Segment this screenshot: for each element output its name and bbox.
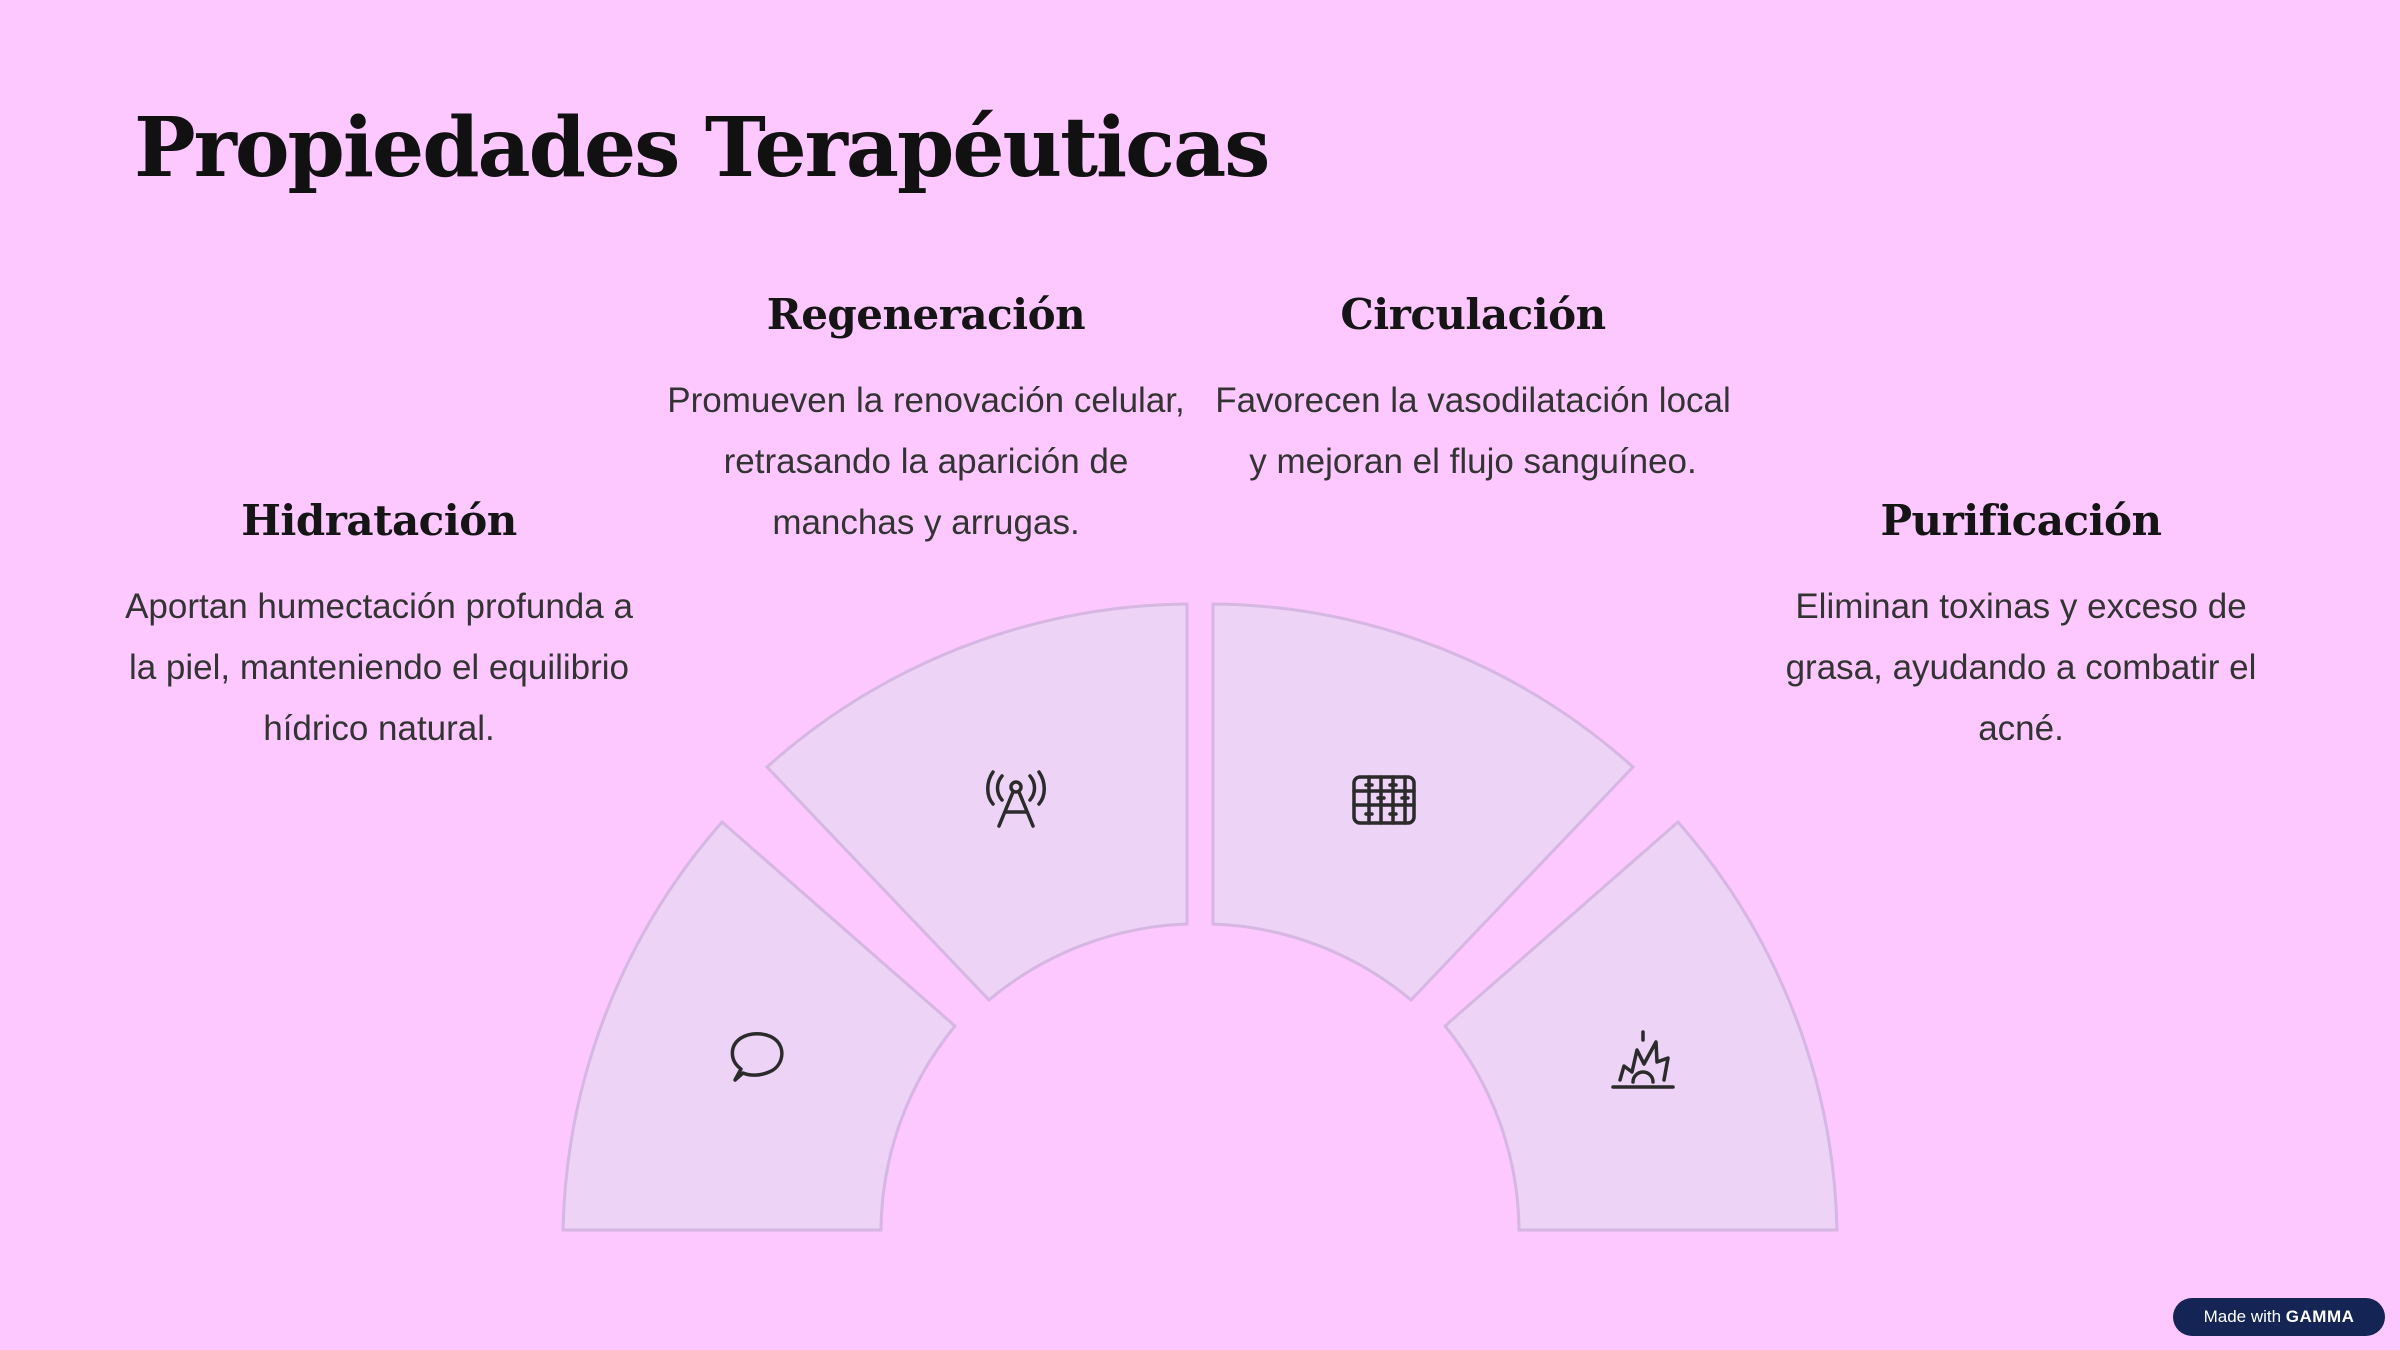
item-text: Aportan humectación profunda a la piel, manteniendo el equilibrio hídrico natural. — [125, 587, 633, 749]
badge-prefix: Made with — [2203, 1307, 2282, 1326]
item-text: Promueven la renovación celular, retrasando la aparición de manchas y arrugas. — [667, 381, 1185, 543]
item-text: Eliminan toxinas y exceso de grasa, ayudando a combatir el acné. — [1785, 587, 2257, 749]
slide-title: Propiedades Terapéuticas — [134, 100, 1269, 196]
item-title: Hidratación — [241, 496, 517, 545]
item-title: Purificación — [1880, 496, 2162, 545]
item-text: Favorecen la vasodilatación local y mejoran el flujo sanguíneo. — [1215, 381, 1731, 482]
item-title: Circulación — [1340, 290, 1606, 339]
gamma-logo: GAMMA — [2285, 1307, 2355, 1326]
made-with-gamma-badge[interactable] — [2173, 1298, 2385, 1336]
item-title: Regeneración — [766, 290, 1086, 339]
